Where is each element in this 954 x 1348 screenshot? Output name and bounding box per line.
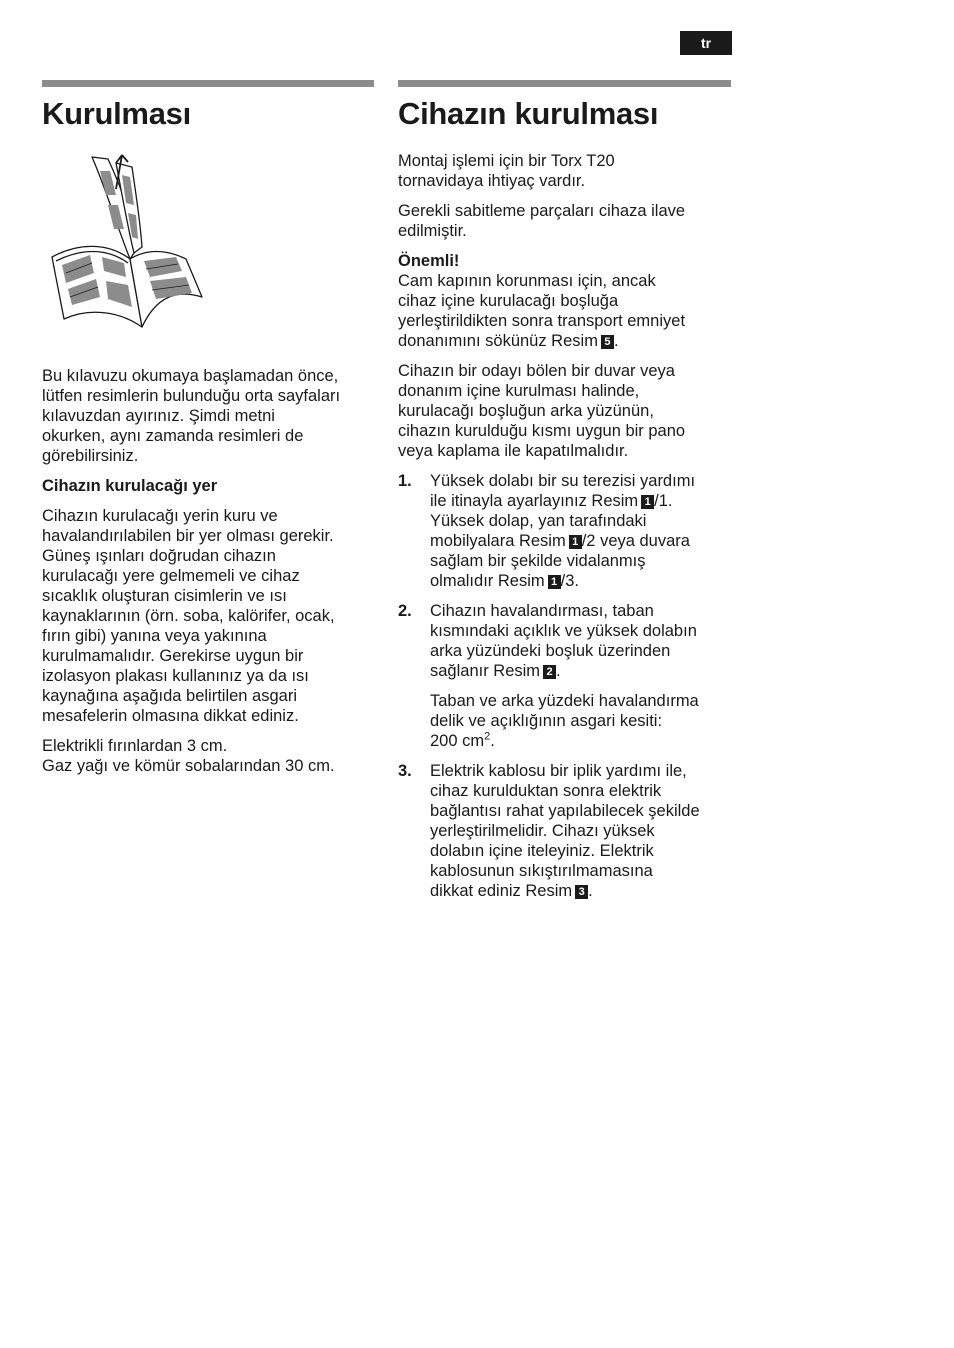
figure-ref-badge: 3 — [575, 885, 588, 899]
list-item: 1. Yüksek dolabı bir su terezisi yardımı ile itinayla ayarlayınız Resim 1 /1. Yüksek dolap, yan tarafındaki mobilyalara Resim 1 /2 veya duvara sağlam bir şekilde vidalanmış olmalıdır Resim 1 /3. — [398, 472, 696, 590]
language-tag: tr — [680, 31, 732, 55]
intro-paragraph: Bu kılavuzu okumaya başlamadan önce, lütfen resimlerin bulunduğu orta sayfaları kılavuzdan ayırınız. Şimdi metni okurken, aynı zamanda resimleri de görebilirsiniz. — [42, 367, 341, 465]
important-paragraph: Cam kapının korunması için, ancak cihaz içine kurulacağı boşluğa yerleştirildikten sonra transport emniyet donanımını sökünüz Resim 5 . — [398, 272, 686, 350]
left-column — [42, 80, 374, 776]
wall-paragraph: Cihazın bir odayı bölen bir duvar veya donanım içine kurulması halinde, kurulacağı boşluğun arka yüzünün, cihazın kurulduğu kısmı uygun bir pano veya kaplama ile kapatılmalıdır. — [398, 362, 686, 460]
figure-ref-badge: 5 — [601, 335, 614, 349]
section-rule — [42, 80, 374, 87]
figure-ref-badge: 1 — [548, 575, 561, 589]
open-book-icon — [46, 149, 206, 334]
section-title: Cihazın kurulması — [398, 96, 659, 131]
section-rule — [398, 80, 731, 87]
section-title: Kurulması — [42, 96, 191, 131]
place-heading: Cihazın kurulacağı yer — [42, 477, 218, 495]
important-heading: Önemli! — [398, 252, 460, 270]
figure-ref-badge: 2 — [543, 665, 556, 679]
list-item: 3. Elektrik kablosu bir iplik yardımı ile, cihaz kurulduktan sonra elektrik bağlantısı rahat yapılabilecek şekilde yerleştirilmelidir. Cihazı yüksek dolabın içine iteleyiniz. Elektrik kablosunun sıkıştırılmamasına dikkat ediniz Resim 3 . — [398, 762, 700, 900]
right-column — [398, 80, 731, 911]
figure-ref-badge: 1 — [641, 495, 654, 509]
figure-ref-badge: 1 — [569, 535, 582, 549]
parts-paragraph: Gerekli sabitleme parçaları cihaza ilave edilmiştir. — [398, 202, 686, 240]
list-item: 2. Cihazın havalandırması, taban kısmındaki açıklık ve yüksek dolabın arka yüzündeki boşluk üzerinden sağlanır Resim 2 . Taban ve arka yüzdeki havalandırma delik ve açıklığının asgari kesiti: 200 $cm^2$. — [398, 602, 699, 750]
tool-paragraph: Montaj işlemi için bir Torx T20 tornavidaya ihtiyaç vardır. — [398, 152, 615, 190]
distances-paragraph: Elektrikli fırınlardan 3 cm. Gaz yağı ve kömür sobalarından 30 cm. — [42, 737, 335, 775]
place-paragraph: Cihazın kurulacağı yerin kuru ve havalandırılabilen bir yer olması gerekir. Güneş ışınları doğrudan cihazın kurulacağı yere gelmemeli ve cihaz sıcaklık oluşturan cisimlerin ve ısı kaynaklarının (örn. soba, kalörifer, ocak, fırın gibi) yanına veya yakınına kurulmamalıdır. Gerekirse uygun bir izolasyon plakası kullanınız ya da ısı kaynağına aşağıda belirtilen asgari mesafelerin olmasına dikkat ediniz. — [42, 507, 335, 725]
steps-list — [398, 471, 731, 901]
